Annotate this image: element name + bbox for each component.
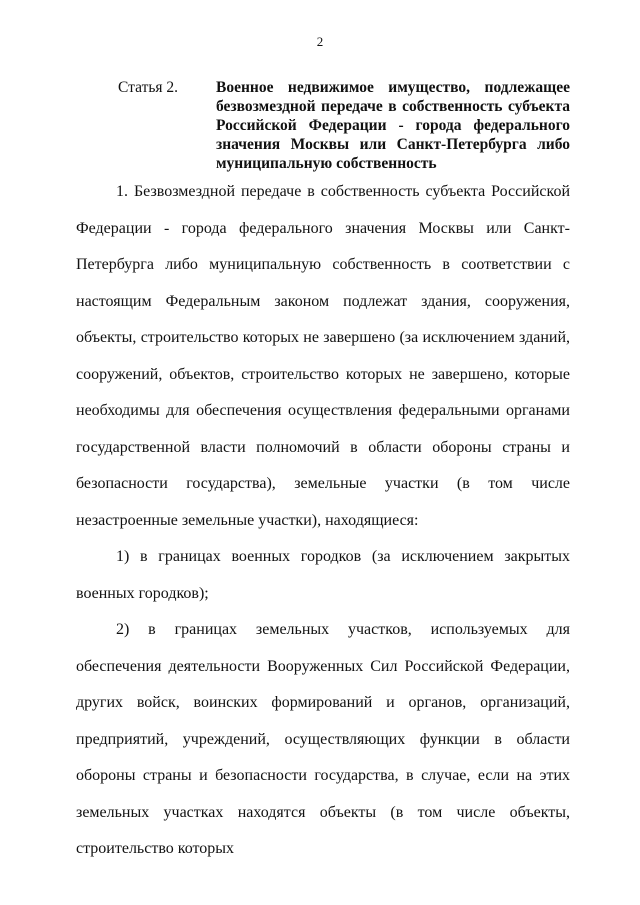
page-number: 2 <box>316 34 324 49</box>
article-title: Военное недвижимое имущество, подлежащее безвозмездной передаче в собственность субъекта Российской Федерации - города федерального значения Москвы или Санкт-Петербурга либо муниципальную собственность <box>216 79 570 172</box>
article-label: Статья 2. <box>118 79 179 96</box>
article-body <box>76 174 570 868</box>
article-heading <box>118 78 570 173</box>
paragraph-3: 2) в границах земельных участков, используемых для обеспечения деятельности Вооруженных Сил Российской Федерации, других войск, воинских формирований и органов, организаций, предприятий, учреждений, осуществляющих функции в области обороны страны и безопасности государства, в случае, если на этих земельных участках находятся объекты (в том числе объекты, строительство которых <box>76 621 570 857</box>
paragraph-2: 1) в границах военных городков (за исключением закрытых военных городков); <box>76 548 570 602</box>
paragraph-1: 1. Безвозмездной передаче в собственность субъекта Российской Федерации - города федерального значения Москвы или Санкт-Петербурга либо муниципальную собственность в соответствии с настоящим Федеральным законом подлежат здания, сооружения, объекты, строительство которых не завершено (за исключением зданий, сооружений, объектов, строительство которых не завершено, которые необходимы для обеспечения осуществления федеральными органами государственной власти полномочий в области обороны страны и безопасности государства), земельные участки (в том числе незастроенные земельные участки), находящиеся: <box>76 183 570 529</box>
